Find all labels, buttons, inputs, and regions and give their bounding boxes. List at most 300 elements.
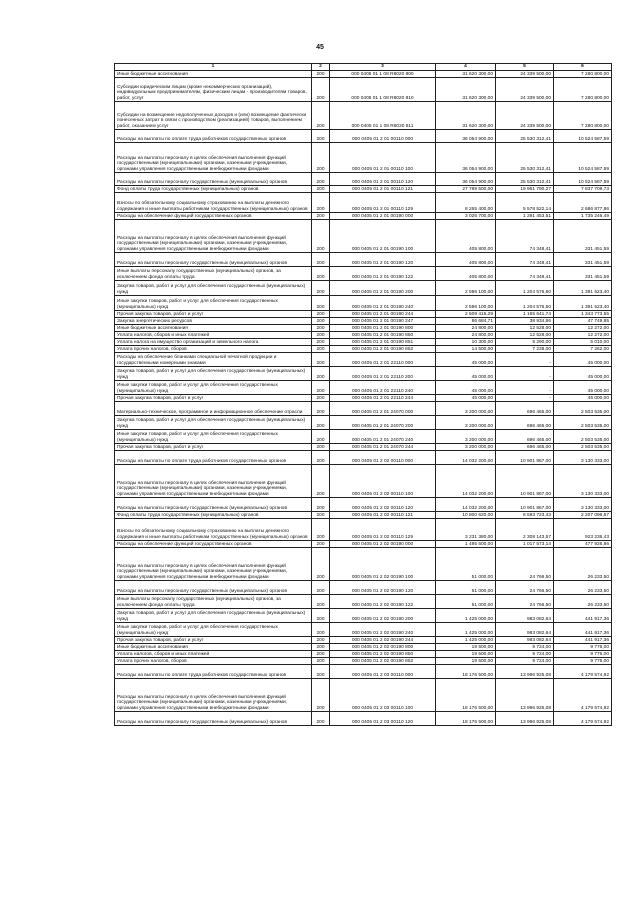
expense-name-cell: Взносы по обязательному социальному страхованию на выплаты денежного содержания и иные выплаты работникам государственных (муниципальных) органов [115, 519, 312, 541]
admin-code-cell: 200 [312, 173, 330, 186]
expense-name-cell: Расходы на обеспечение функций государственных органов [115, 213, 312, 220]
budget-code-cell: 000 0405 01 1 08 R8020 811 [330, 102, 436, 130]
expense-name-cell: Иные закупки товаров, работ и услуг для обеспечения государственных (муниципальных) нужд [115, 623, 312, 637]
unexecuted-amount-cell: 441 917,36 [554, 623, 612, 637]
table-row [115, 220, 612, 253]
approved-amount-cell: 31 620 300,00 [436, 102, 496, 130]
approved-amount-cell: 2 509 415,29 [436, 311, 496, 318]
budget-code-cell: 000 0405 01 2 02 00190 850 [330, 651, 436, 658]
unexecuted-amount-cell: 9 776,00 [554, 658, 612, 665]
admin-code-cell: 200 [312, 548, 330, 581]
unexecuted-amount-cell: 2 503 535,00 [554, 444, 612, 451]
executed-amount-cell: 8 593 723,43 [496, 512, 554, 519]
approved-amount-cell: 18 176 500,00 [436, 665, 496, 679]
admin-code-cell: 200 [312, 512, 330, 519]
executed-amount-cell: 1 165 641,74 [496, 311, 554, 318]
admin-code-cell: 200 [312, 186, 330, 193]
approved-amount-cell: 405 800,00 [436, 253, 496, 267]
approved-amount-cell: 3 200 000,00 [436, 416, 496, 430]
unexecuted-amount-cell: 10 524 587,59 [554, 143, 612, 173]
expense-name-cell: Иные выплаты персоналу государственных (муниципальных) органов, за исключением фонда оплаты труда [115, 267, 312, 281]
budget-code-cell: 000 0405 01 2 01 00190 244 [330, 311, 436, 318]
budget-code-cell: 000 0405 01 2 01 24070 240 [330, 430, 436, 444]
budget-code-cell: 000 0405 01 2 02 00190 100 [330, 548, 436, 581]
budget-code-cell: 000 0405 01 1 08 R8020 810 [330, 78, 436, 102]
approved-amount-cell: 45 000,00 [436, 353, 496, 367]
table-row [115, 130, 612, 143]
expense-name-cell: Расходы на выплаты персоналу в целях обеспечения выполнения функций государственными (муниципальными) органами, казенными учреждениями, органами управления государственными внебюджетными фондами [115, 143, 312, 173]
column-number: 3 [330, 64, 436, 71]
executed-amount-cell: 1 204 576,60 [496, 296, 554, 311]
unexecuted-amount-cell: 10 524 587,59 [554, 173, 612, 186]
admin-code-cell: 200 [312, 346, 330, 353]
budget-code-cell: 000 0405 01 2 01 24070 000 [330, 402, 436, 416]
unexecuted-amount-cell: 3 130 333,00 [554, 465, 612, 498]
table-row [115, 498, 612, 512]
table-row [115, 332, 612, 339]
admin-code-cell: 200 [312, 595, 330, 609]
table-row [115, 367, 612, 381]
executed-amount-cell: 24 766,50 [496, 581, 554, 595]
unexecuted-amount-cell: 7 280 800,00 [554, 78, 612, 102]
approved-amount-cell: 51 000,00 [436, 595, 496, 609]
budget-code-cell: 000 0405 01 2 01 00190 200 [330, 281, 436, 296]
executed-amount-cell: - [496, 353, 554, 367]
budget-code-cell: 000 0405 01 2 01 22110 000 [330, 353, 436, 367]
admin-code-cell: 200 [312, 253, 330, 267]
budget-code-cell: 000 0405 01 2 01 00190 000 [330, 213, 436, 220]
budget-code-cell: 000 0405 01 2 01 00190 100 [330, 220, 436, 253]
budget-code-cell: 000 0405 01 2 02 00190 244 [330, 637, 436, 644]
admin-code-cell: 200 [312, 679, 330, 712]
expense-name-cell: Иные бюджетные ассигнования [115, 71, 312, 78]
unexecuted-amount-cell: 7 837 709,73 [554, 186, 612, 193]
budget-code-cell: 000 0405 01 2 02 00110 121 [330, 512, 436, 519]
admin-code-cell: 200 [312, 318, 330, 325]
expense-name-cell: Расходы на обеспечение бланками специальной печатной продукции и государственными номерными знаками [115, 353, 312, 367]
table-row [115, 623, 612, 637]
executed-amount-cell: 1 291 453,51 [496, 213, 554, 220]
approved-amount-cell: 10 800 620,00 [436, 512, 496, 519]
expense-name-cell: Закупка энергетических ресурсов [115, 318, 312, 325]
table-row [115, 548, 612, 581]
admin-code-cell: 200 [312, 353, 330, 367]
approved-amount-cell: 31 620 300,00 [436, 71, 496, 78]
table-row [115, 213, 612, 220]
budget-code-cell: 000 0405 01 2 01 00190 247 [330, 318, 436, 325]
expense-name-cell: Расходы на выплаты по оплате труда работников государственных органов [115, 130, 312, 143]
approved-amount-cell: 14 032 200,00 [436, 451, 496, 465]
expense-name-cell: Субсидии на возмещение недополученных доходов и (или) возмещение фактически понесенных затрат в связи с производством (реализацией) товаров, выполнением работ, оказанием услуг [115, 102, 312, 130]
executed-amount-cell: 19 951 790,27 [496, 186, 554, 193]
budget-table-body [115, 64, 612, 726]
executed-amount-cell: 24 339 500,00 [496, 102, 554, 130]
unexecuted-amount-cell: 2 503 535,00 [554, 416, 612, 430]
executed-amount-cell: 25 530 312,41 [496, 173, 554, 186]
admin-code-cell: 200 [312, 220, 330, 253]
table-row [115, 353, 612, 367]
executed-amount-cell: 2 308 143,57 [496, 519, 554, 541]
table-row [115, 346, 612, 353]
unexecuted-amount-cell: 26 233,50 [554, 548, 612, 581]
budget-code-cell: 000 0405 01 2 02 00190 122 [330, 595, 436, 609]
executed-amount-cell: 9 724,00 [496, 658, 554, 665]
budget-code-cell: 000 0405 01 2 02 00110 000 [330, 451, 436, 465]
admin-code-cell: 200 [312, 367, 330, 381]
table-row [115, 71, 612, 78]
table-row [115, 541, 612, 548]
executed-amount-cell: 10 901 867,00 [496, 498, 554, 512]
unexecuted-amount-cell: 2 503 535,00 [554, 430, 612, 444]
expense-name-cell: Материально-техническое, программное и информационное обеспечение отрасли [115, 402, 312, 416]
admin-code-cell: 200 [312, 609, 330, 623]
executed-amount-cell: 10 901 867,00 [496, 451, 554, 465]
budget-code-cell: 000 0405 01 2 01 24070 244 [330, 444, 436, 451]
admin-code-cell: 200 [312, 651, 330, 658]
budget-code-cell: 000 0405 01 2 02 00190 800 [330, 644, 436, 651]
admin-code-cell: 200 [312, 416, 330, 430]
executed-amount-cell: 74 348,41 [496, 253, 554, 267]
executed-amount-cell: 24 766,50 [496, 595, 554, 609]
admin-code-cell: 200 [312, 325, 330, 332]
expense-name-cell: Расходы на выплаты персоналу государственных (муниципальных) органов [115, 712, 312, 726]
budget-code-cell: 000 0405 01 2 02 00190 000 [330, 541, 436, 548]
approved-amount-cell: 45 000,00 [436, 395, 496, 402]
executed-amount-cell: 1 204 576,60 [496, 281, 554, 296]
admin-code-cell: 200 [312, 451, 330, 465]
executed-amount-cell: 696 465,00 [496, 416, 554, 430]
approved-amount-cell: 51 000,00 [436, 548, 496, 581]
expense-name-cell: Прочая закупка товаров, работ и услуг [115, 311, 312, 318]
unexecuted-amount-cell: 477 926,86 [554, 541, 612, 548]
expense-name-cell: Фонд оплаты труда государственных (муниципальных) органов [115, 186, 312, 193]
expense-name-cell: Расходы на выплаты персоналу государственных (муниципальных) органов [115, 498, 312, 512]
table-row [115, 644, 612, 651]
unexecuted-amount-cell: 2 503 535,00 [554, 402, 612, 416]
approved-amount-cell: 45 000,00 [436, 381, 496, 395]
executed-amount-cell: 7 238,00 [496, 346, 554, 353]
executed-amount-cell: 9 724,00 [496, 644, 554, 651]
unexecuted-amount-cell: 4 179 574,92 [554, 712, 612, 726]
approved-amount-cell: 27 789 500,00 [436, 186, 496, 193]
admin-code-cell: 200 [312, 311, 330, 318]
executed-amount-cell: 9 724,00 [496, 651, 554, 658]
table-row [115, 253, 612, 267]
executed-amount-cell: 24 766,50 [496, 548, 554, 581]
expense-name-cell: Уплата налогов, сборов и иных платежей [115, 332, 312, 339]
expense-name-cell: Расходы на выплаты персоналу государственных (муниципальных) органов [115, 173, 312, 186]
executed-amount-cell: 13 996 925,08 [496, 679, 554, 712]
expense-name-cell: Расходы на выплаты персоналу государственных (муниципальных) органов [115, 581, 312, 595]
admin-code-cell: 200 [312, 71, 330, 78]
admin-code-cell: 200 [312, 658, 330, 665]
approved-amount-cell: 19 500,00 [436, 644, 496, 651]
table-row [115, 311, 612, 318]
approved-amount-cell: 2 596 100,00 [436, 296, 496, 311]
executed-amount-cell: 25 530 312,41 [496, 130, 554, 143]
expense-name-cell: Закупка товаров, работ и услуг для обеспечения государственных (муниципальных) нужд [115, 609, 312, 623]
expense-name-cell: Иные бюджетные ассигнования [115, 325, 312, 332]
budget-code-cell: 000 0405 01 2 01 00190 122 [330, 267, 436, 281]
budget-code-cell: 000 0405 01 2 01 00190 852 [330, 346, 436, 353]
approved-amount-cell: 19 500,00 [436, 651, 496, 658]
table-row [115, 581, 612, 595]
approved-amount-cell: 10 300,00 [436, 339, 496, 346]
admin-code-cell: 200 [312, 130, 330, 143]
expense-name-cell: Прочая закупка товаров, работ и услуг [115, 395, 312, 402]
admin-code-cell: 200 [312, 665, 330, 679]
unexecuted-amount-cell: 1 391 523,40 [554, 296, 612, 311]
admin-code-cell: 200 [312, 381, 330, 395]
executed-amount-cell: 696 465,00 [496, 402, 554, 416]
budget-code-cell: 000 0405 01 2 02 00190 200 [330, 609, 436, 623]
admin-code-cell: 200 [312, 402, 330, 416]
admin-code-cell: 200 [312, 644, 330, 651]
unexecuted-amount-cell: 2 686 877,86 [554, 193, 612, 213]
budget-code-cell: 000 0405 01 2 01 00190 120 [330, 253, 436, 267]
admin-code-cell: 200 [312, 637, 330, 644]
approved-amount-cell: 3 026 700,00 [436, 213, 496, 220]
approved-amount-cell: 3 200 000,00 [436, 402, 496, 416]
expense-name-cell: Закупка товаров, работ и услуг для обеспечения государственных (муниципальных) нужд [115, 416, 312, 430]
admin-code-cell: 200 [312, 581, 330, 595]
table-row [115, 102, 612, 130]
expense-name-cell: Иные закупки товаров, работ и услуг для обеспечения государственных (муниципальных) нужд [115, 430, 312, 444]
approved-amount-cell: 3 200 000,00 [436, 444, 496, 451]
executed-amount-cell: 24 339 500,00 [496, 78, 554, 102]
unexecuted-amount-cell: 1 735 246,49 [554, 213, 612, 220]
approved-amount-cell: 8 265 400,00 [436, 193, 496, 213]
table-row [115, 519, 612, 541]
unexecuted-amount-cell: 12 272,00 [554, 332, 612, 339]
budget-code-cell: 000 0405 01 2 03 00110 000 [330, 665, 436, 679]
unexecuted-amount-cell: 441 917,36 [554, 637, 612, 644]
table-row [115, 512, 612, 519]
expense-name-cell: Уплата прочих налогов, сборов [115, 658, 312, 665]
column-number: 1 [115, 64, 312, 71]
expense-name-cell: Прочая закупка товаров, работ и услуг [115, 444, 312, 451]
unexecuted-amount-cell: 331 451,59 [554, 253, 612, 267]
table-row [115, 318, 612, 325]
admin-code-cell: 200 [312, 498, 330, 512]
approved-amount-cell: 14 032 200,00 [436, 498, 496, 512]
approved-amount-cell: 3 231 380,00 [436, 519, 496, 541]
expense-name-cell: Закупка товаров, работ и услуг для обеспечения государственных (муниципальных) нужд [115, 281, 312, 296]
table-row [115, 267, 612, 281]
approved-amount-cell: 3 200 000,00 [436, 430, 496, 444]
table-row [115, 665, 612, 679]
unexecuted-amount-cell: 45 000,00 [554, 381, 612, 395]
budget-table [114, 63, 612, 726]
unexecuted-amount-cell: 26 233,50 [554, 581, 612, 595]
table-row [115, 325, 612, 332]
expense-name-cell: Взносы по обязательному социальному страхованию на выплаты денежного содержания и иные выплаты работникам государственных (муниципальных) органов [115, 193, 312, 213]
approved-amount-cell: 24 800,00 [436, 332, 496, 339]
admin-code-cell: 200 [312, 78, 330, 102]
executed-amount-cell: 13 996 925,08 [496, 665, 554, 679]
approved-amount-cell: 36 054 900,00 [436, 143, 496, 173]
unexecuted-amount-cell: 47 749,85 [554, 318, 612, 325]
table-row [115, 296, 612, 311]
expense-name-cell: Расходы на обеспечение функций государственных органов [115, 541, 312, 548]
budget-code-cell: 000 0405 01 2 01 00110 129 [330, 193, 436, 213]
admin-code-cell: 200 [312, 444, 330, 451]
admin-code-cell: 200 [312, 281, 330, 296]
executed-amount-cell: - [496, 367, 554, 381]
unexecuted-amount-cell: 45 000,00 [554, 353, 612, 367]
unexecuted-amount-cell: 7 280 800,00 [554, 71, 612, 78]
unexecuted-amount-cell: 5 010,00 [554, 339, 612, 346]
executed-amount-cell: 38 934,86 [496, 318, 554, 325]
expense-name-cell: Иные закупки товаров, работ и услуг для обеспечения государственных (муниципальных) нужд [115, 296, 312, 311]
admin-code-cell: 200 [312, 102, 330, 130]
expense-name-cell: Расходы на выплаты персоналу в целях обеспечения выполнения функций государственными (муниципальными) органами, казенными учреждениями, органами управления государственными внебюджетными фондами [115, 679, 312, 712]
approved-amount-cell: 1 425 000,00 [436, 623, 496, 637]
approved-amount-cell: 18 176 500,00 [436, 712, 496, 726]
executed-amount-cell: 12 528,00 [496, 332, 554, 339]
table-row [115, 381, 612, 395]
admin-code-cell: 200 [312, 213, 330, 220]
approved-amount-cell: 405 800,00 [436, 267, 496, 281]
approved-amount-cell: 405 800,00 [436, 220, 496, 253]
table-row [115, 451, 612, 465]
table-row [115, 416, 612, 430]
unexecuted-amount-cell: 4 179 574,92 [554, 665, 612, 679]
unexecuted-amount-cell: 9 776,00 [554, 644, 612, 651]
table-row [115, 651, 612, 658]
admin-code-cell: 200 [312, 143, 330, 173]
unexecuted-amount-cell: 7 262,00 [554, 346, 612, 353]
expense-name-cell: Расходы на выплаты по оплате труда работников государственных органов [115, 451, 312, 465]
expense-name-cell: Расходы на выплаты персоналу в целях обеспечения выполнения функций государственными (муниципальными) органами, казенными учреждениями, органами управления государственными внебюджетными фондами [115, 548, 312, 581]
page-number: 45 [316, 44, 324, 51]
unexecuted-amount-cell: 3 130 333,00 [554, 451, 612, 465]
executed-amount-cell: 13 996 925,08 [496, 712, 554, 726]
approved-amount-cell: 45 000,00 [436, 367, 496, 381]
expense-name-cell: Расходы на выплаты персоналу в целях обеспечения выполнения функций государственными (муниципальными) органами, казенными учреждениями, органами управления государственными внебюджетными фондами [115, 465, 312, 498]
budget-code-cell: 000 0405 01 2 01 00190 850 [330, 332, 436, 339]
unexecuted-amount-cell: 1 391 523,40 [554, 281, 612, 296]
approved-amount-cell: 14 032 200,00 [436, 465, 496, 498]
admin-code-cell: 200 [312, 296, 330, 311]
admin-code-cell: 200 [312, 519, 330, 541]
budget-code-cell: 000 0405 01 2 01 00110 120 [330, 173, 436, 186]
table-row [115, 658, 612, 665]
table-row [115, 444, 612, 451]
column-number: 2 [312, 64, 330, 71]
budget-code-cell: 000 0405 01 2 01 22110 244 [330, 395, 436, 402]
budget-code-cell: 000 0405 01 2 01 00110 000 [330, 130, 436, 143]
unexecuted-amount-cell: 45 000,00 [554, 395, 612, 402]
admin-code-cell: 200 [312, 193, 330, 213]
table-row [115, 595, 612, 609]
budget-code-cell: 000 0405 01 2 01 00190 800 [330, 325, 436, 332]
admin-code-cell: 200 [312, 712, 330, 726]
unexecuted-amount-cell: 441 917,36 [554, 609, 612, 623]
expense-name-cell: Иные закупки товаров, работ и услуг для обеспечения государственных (муниципальных) нужд [115, 381, 312, 395]
approved-amount-cell: 19 500,00 [436, 658, 496, 665]
expense-name-cell: Субсидии юридическим лицам (кроме некоммерческих организаций), индивидуальным предпринимателям, физическим лицам - производителям товаров, работ, услуг [115, 78, 312, 102]
expense-name-cell: Расходы на выплаты по оплате труда работников государственных органов [115, 665, 312, 679]
table-row [115, 609, 612, 623]
budget-code-cell: 000 0405 01 2 02 00110 129 [330, 519, 436, 541]
budget-code-cell: 000 0405 01 2 01 22110 240 [330, 381, 436, 395]
executed-amount-cell: 696 465,00 [496, 444, 554, 451]
table-row [115, 173, 612, 186]
budget-code-cell: 000 0405 01 2 02 00110 100 [330, 465, 436, 498]
executed-amount-cell: 10 901 867,00 [496, 465, 554, 498]
approved-amount-cell: 1 495 500,00 [436, 541, 496, 548]
executed-amount-cell: 12 528,00 [496, 325, 554, 332]
budget-code-cell: 000 0405 01 2 02 00190 120 [330, 581, 436, 595]
executed-amount-cell: 1 017 573,14 [496, 541, 554, 548]
unexecuted-amount-cell: 12 272,00 [554, 325, 612, 332]
table-row [115, 465, 612, 498]
table-row [115, 339, 612, 346]
admin-code-cell: 200 [312, 430, 330, 444]
approved-amount-cell: 86 684,71 [436, 318, 496, 325]
table-row [115, 395, 612, 402]
admin-code-cell: 200 [312, 332, 330, 339]
admin-code-cell: 200 [312, 395, 330, 402]
admin-code-cell: 200 [312, 267, 330, 281]
table-row [115, 679, 612, 712]
expense-name-cell: Уплата налогов, сборов и иных платежей [115, 651, 312, 658]
expense-name-cell: Иные бюджетные ассигнования [115, 644, 312, 651]
unexecuted-amount-cell: 26 233,50 [554, 595, 612, 609]
executed-amount-cell: 74 348,41 [496, 267, 554, 281]
budget-code-cell: 000 0405 01 2 02 00190 240 [330, 623, 436, 637]
budget-code-cell: 000 0405 01 2 02 00110 120 [330, 498, 436, 512]
unexecuted-amount-cell: 4 179 574,92 [554, 679, 612, 712]
expense-name-cell: Уплата прочих налогов, сборов [115, 346, 312, 353]
expense-name-cell: Уплата налога на имущество организаций и земельного налога [115, 339, 312, 346]
column-number-row [115, 64, 612, 71]
table-row [115, 78, 612, 102]
approved-amount-cell: 36 054 900,00 [436, 130, 496, 143]
table-row [115, 193, 612, 213]
admin-code-cell: 200 [312, 541, 330, 548]
budget-code-cell: 000 0405 01 2 03 00110 120 [330, 712, 436, 726]
column-number: 5 [496, 64, 554, 71]
expense-name-cell: Закупка товаров, работ и услуг для обеспечения государственных (муниципальных) нужд [115, 367, 312, 381]
executed-amount-cell: 74 348,41 [496, 220, 554, 253]
column-number: 4 [436, 64, 496, 71]
unexecuted-amount-cell: 331 451,59 [554, 220, 612, 253]
approved-amount-cell: 1 425 000,00 [436, 609, 496, 623]
executed-amount-cell: 24 339 500,00 [496, 71, 554, 78]
unexecuted-amount-cell: 331 451,59 [554, 267, 612, 281]
unexecuted-amount-cell: 1 343 773,55 [554, 311, 612, 318]
approved-amount-cell: 36 054 900,00 [436, 173, 496, 186]
expense-name-cell: Фонд оплаты труда государственных (муниципальных) органов [115, 512, 312, 519]
approved-amount-cell: 31 620 300,00 [436, 78, 496, 102]
unexecuted-amount-cell: 7 280 800,00 [554, 102, 612, 130]
approved-amount-cell: 18 176 500,00 [436, 679, 496, 712]
table-row [115, 712, 612, 726]
approved-amount-cell: 51 000,00 [436, 581, 496, 595]
unexecuted-amount-cell: 9 776,00 [554, 651, 612, 658]
unexecuted-amount-cell: 3 130 333,00 [554, 498, 612, 512]
table-row [115, 281, 612, 296]
executed-amount-cell: 5 290,00 [496, 339, 554, 346]
unexecuted-amount-cell: 45 000,00 [554, 367, 612, 381]
table-row [115, 143, 612, 173]
admin-code-cell: 200 [312, 339, 330, 346]
column-number: 6 [554, 64, 612, 71]
budget-code-cell: 000 0405 01 2 01 24070 200 [330, 416, 436, 430]
executed-amount-cell: 983 082,64 [496, 637, 554, 644]
